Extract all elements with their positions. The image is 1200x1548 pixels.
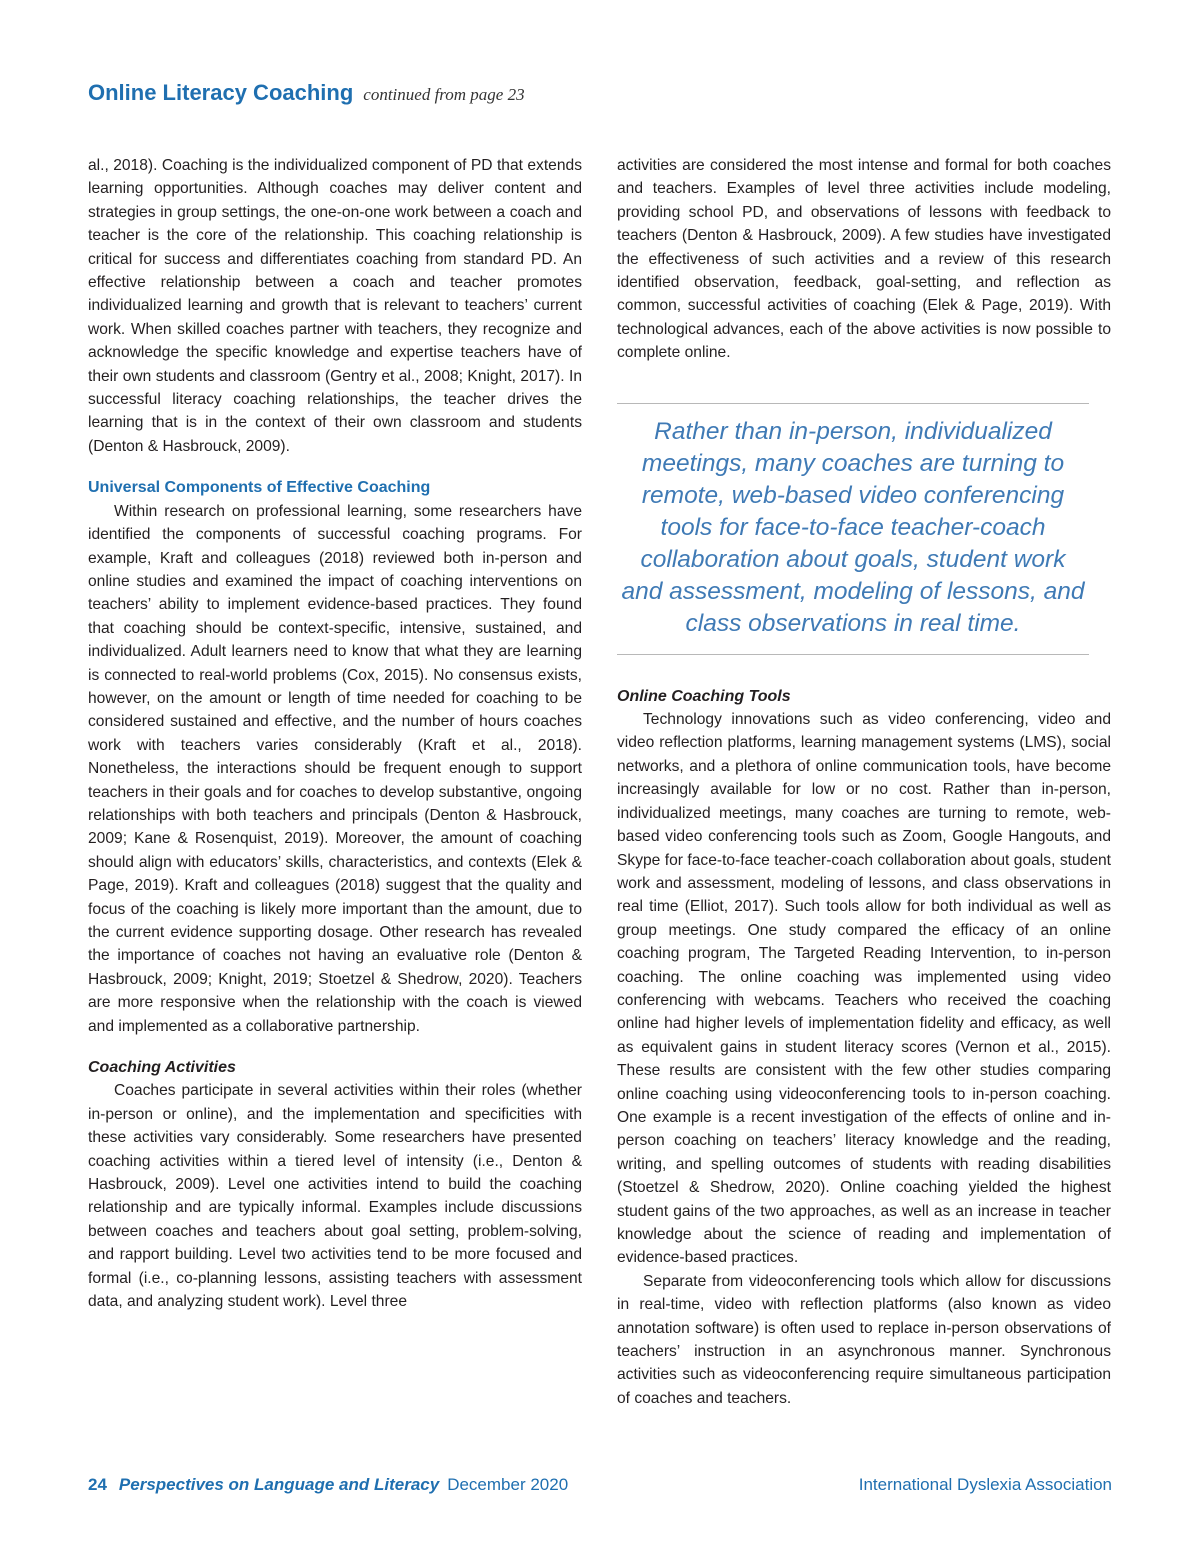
subsection-heading: Online Coaching Tools [617, 687, 791, 705]
article-title: Online Literacy Coaching [88, 80, 354, 105]
pull-quote-text: Rather than in-person, individualized meetings, many coaches are turning to remote, web-based video conferencing tools for face-to-face teacher-coach collaboration about goals, student work and assessment, modeling of lessons, and class observations in real time. [621, 417, 1085, 637]
body-paragraph: Within research on professional learning, some researchers have identified the components of successful coaching programs. For example, Kraft and colleagues (2018) reviewed both in-person and online studies and examined the impact of coaching interventions on teachers’ ability to implement evidence-based practices. They found that coaching should be context-specific, intensive, sustained, and individualized. Adult learners need to know that what they are learning is connected to real-world problems (Cox, 2015). No consensus exists, however, on the amount or length of time needed for coaching to be considered sustained and effective, and the number of hours coaches work with teachers varies considerably (Kraft et al., 2018). Nonetheless, the interactions should be frequent enough to support teachers in their goals and for coaches to develop substantive, ongoing relationships with both teachers and principals (Denton & Hasbrouck, 2009; Kane & Rosenquist, 2019). Moreover, the amount of coaching should align with educators’ skills, characteristics, and contexts (Elek & Page, 2019). Kraft and colleagues (2018) suggest that the quality and focus of the coaching is likely more important than the amount, due to the current evidence supporting dosage. Other research has revealed the importance of coaches not having an evaluative role (Denton & Hasbrouck, 2009; Knight, 2019; Stoetzel & Shedrow, 2020). Teachers are more responsive when the relationship with the coach is viewed and implemented as a collaborative partnership. [88, 502, 582, 1035]
right-column [617, 154, 1111, 1410]
pull-quote [617, 403, 1089, 655]
left-column [88, 154, 582, 1314]
running-head [88, 80, 525, 106]
issue-date: December 2020 [447, 1475, 569, 1494]
continued-note: continued from page 23 [363, 85, 525, 104]
journal-name: Perspectives on Language and Literacy [118, 1475, 440, 1494]
body-paragraph: Technology innovations such as video conferencing, video and video reflection platforms, learning management systems (LMS), social networks, and a plethora of online communication tools, have become increasingly available for low or no cost. Rather than in-person, individualized meetings, many coaches are turning to remote, web-based video conferencing tools such as Zoom, Google Hangouts, and Skype for face-to-face teacher-coach collaboration about goals, student work and assessment, modeling of lessons, and class observations in real time (Elliot, 2017). Such tools allow for both individual as well as group meetings. One study compared the efficacy of an online coaching program, The Targeted Reading Intervention, to in-person coaching. The online coaching was implemented using video conferencing with webcams. Teachers who received the coaching online had higher levels of implementation fidelity and efficacy, as well as equivalent gains in student literacy scores (Vernon et al., 2015). These results are consistent with the few other studies comparing online coaching using videoconferencing tools to in-person coaching. One example is a recent investigation of the effects of online and in-person coaching on teachers’ literacy knowledge and the reading, writing, and spelling outcomes of students with reading disabilities (Stoetzel & Shedrow, 2020). Online coaching yielded the highest student gains of the two approaches, as well as an increase in teacher knowledge about the science of reading and implementation of evidence-based practices. [617, 711, 1111, 1267]
body-paragraph: activities are considered the most intense and formal for both coaches and teachers. Examples of level three activities include modeling, providing school PD, and observations of lessons with feedback to teachers (Denton & Hasbrouck, 2009). A few studies have investigated the effectiveness of such activities and a review of this research identified observation, feedback, goal-setting, and reflection as common, successful activities of coaching (Elek & Page, 2019). With technological advances, each of the above activities is now possible to complete online. [617, 157, 1111, 362]
subsection-heading: Coaching Activities [88, 1059, 236, 1077]
section-heading: Universal Components of Effective Coaching [88, 479, 431, 497]
page-footer [88, 1475, 1112, 1501]
body-paragraph: al., 2018). Coaching is the individualized component of PD that extends learning opportunities. Although coaches may deliver content and strategies in group settings, the one-on-one work between a coach and teacher is the core of the relationship. This coaching relationship is critical for success and differentiates coaching from standard PD. An effective relationship between a coach and teacher promotes individualized learning and growth that is relevant to teachers’ current work. When skilled coaches partner with teachers, they recognize and acknowledge the specific knowledge and expertise teachers have of their own students and classroom (Gentry et al., 2008; Knight, 2017). In successful literacy coaching relationships, the teacher drives the learning that is in the context of their own classroom and students (Denton & Hasbrouck, 2009). [88, 157, 582, 455]
organization-name: International Dyslexia Association [858, 1475, 1112, 1494]
body-paragraph: Coaches participate in several activities within their roles (whether in-person or online), and the implementation and specificities with these activities vary considerably. Some researchers have presented coaching activities within a tiered level of intensity (i.e., Denton & Hasbrouck, 2009). Level one activities intend to build the coaching relationship and are typically informal. Examples include discussions between coaches and teachers about goal setting, problem-solving, and rapport building. Level two activities tend to be more focused and formal (i.e., co-planning lessons, assisting teachers with assessment data, and analyzing student work). Level three [88, 1082, 582, 1311]
page-number: 24 [88, 1475, 107, 1494]
body-paragraph: Separate from videoconferencing tools which allow for discussions in real-time, video with reflection platforms (also known as video annotation software) is often used to replace in-person observations of teachers’ instruction in an asynchronous manner. Synchronous activities such as videoconferencing require simultaneous participation of coaches and teachers. [617, 1272, 1111, 1407]
